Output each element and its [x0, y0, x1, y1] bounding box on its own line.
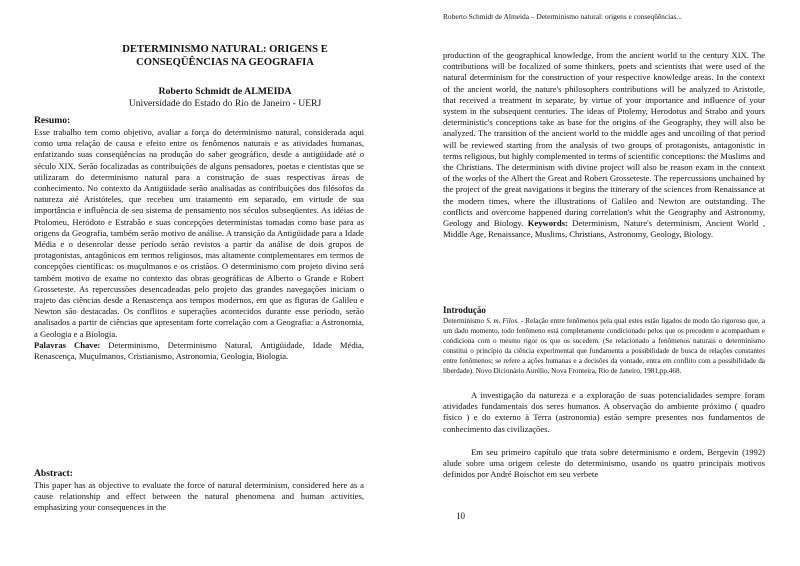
- page-number: 10: [456, 511, 465, 521]
- palavras-chave-label: Palavras Chave:: [34, 339, 101, 350]
- abstract-continued: [443, 50, 765, 240]
- keywords-text: Determinism, Nature's determinism, Ancient World , Middle Age, Renaissance, Muslims, Christians, Astronomy, Geology, Biology.: [443, 218, 765, 240]
- definition-term: Determinismo: [443, 317, 487, 325]
- author-affiliation: Universidade do Estado do Rio de Janeiro - UERJ: [128, 98, 322, 109]
- right-page: [400, 0, 800, 566]
- palavras-chave-text: Determinismo, Determinismo Natural, Antigüidade, Idade Média, Renascença, Muçulmanos, Cristianismo, Astronomia, Geologia, Biologia.: [34, 339, 364, 362]
- resumo-heading: Resumo:: [34, 115, 71, 126]
- author-name: Roberto Schmidt de ALMEIDA: [158, 86, 292, 97]
- resumo-text: [34, 127, 364, 362]
- abstract-heading: Abstract:: [34, 468, 73, 479]
- resumo-body: Esse trabalho tem como objetivo, avaliar a força do determinismo natural, considerada aqui como uma relação de causa e efeito entre os fenômenos naturais e as atividades humanas, enfatizando suas conseqüências na produção do saber geográfico, desde a antigüidade até o século XIX. Serão focalizadas as contribuições de alguns pensadores, poetas e cientistas que se utilizaram do determinismo natural para a construção de suas respectivas áreas de conhecimento. No contexto da Antigüidade serão analisadas as contribuições dos filósofos da natureza até Aristóteles, que recebeu um tratamento em separado, em virtude de sua importância e influência de seu sistema de pensamento nos séculos subseqüentes. As idéias de Ptolomeu, Heródoto e Estrabão e suas concepções deterministas tomadas como base para as origens da Geografia, também serão motivo de análise. A transição da Antigüidade para a Idade Média e o desenrolar desse período serão revistos a partir da análise de dois grupos de protagonistas, antagônicos em termos religiosos, mas altamente complementares em termos de concepções científicas: os muçulmanos e os cristãos. O determinismo com projeto divino será também motivo de exame no contexto das obras geográficas de Alberto o Grande e Robert Grosseteste. As repercussões desencadeadas pelo projeto das grandes navegações iniciam o trajeto das ciências desde a Renascença aos tempos modernos, em que as figuras de Galileu e Newton são destacadas. Os conflitos e superações acontecidos durante esse período, serão analisados a partir de ciências que apresentam forte correlação com a Geografia: a Astronomia, a Geologia e a Biologia.: [34, 127, 364, 339]
- definition-text: - Relação entre fenômenos pela qual estes estão ligados de modo tão rigoroso que, a um dado momento, todo fenômeno está completamente condicionado pelos que os precedem e acompanham e condiciona com o mesmo rigor os que os sucedem. (Se relacionado a fenômenos naturais o determinismo constitui o princípio da ciência experimental que fundamenta a possibilidade de busca de relações constantes entre fenômenos; se refere a ações humanas e a decisões da vontade, entra em conflito com a possibilidade da liberdade). Novo Dicionário Aurélio, Nova Fronteira, Rio de Janeiro, 1981,pp.468.: [443, 317, 766, 376]
- keywords-label: Keywords:: [527, 218, 568, 229]
- paper-title: DETERMINISMO NATURAL: ORIGENS E CONSEQÜÊNCIAS NA GEOGRAFIA: [122, 44, 328, 68]
- definition-block: [443, 316, 765, 377]
- intro-paragraph-1: A investigação da natureza e a exploração de suas potencialidades sempre foram atividades fundamentais dos seres humanos. A observação do ambiente próximo ( quadro físico ) e do externo à Terra (astronomia) estão sempre presentes nos fundamentos de conhecimento das civilizações.: [443, 390, 765, 434]
- introducao-heading: Introdução: [443, 305, 486, 315]
- paper-title-block: [94, 43, 356, 69]
- abstract-text: This paper has as objective to evaluate the force of natural determinism, considered here as a cause relationship and effect between the natural phenomena and human activities, emphasizing your consequences in the: [34, 480, 364, 513]
- abstract-continued-body: production of the geographical knowledge, from the ancient world to the century XIX. The contributions will be focalized of some thinkers, poets and scientists that were used of the natural determinism for the construction of your respective knowledge areas. In the context of the ancient world, the nature's philosophers contributions will be analyzed to Aristotle, that received a treatment in separate, by virtue of your importance and influence of your system in the subsequent centuries. The ideas of Ptolemy, Herodotus and Strabo and yours deterministic's conceptions take as base for the origins of the Geography, they will also be analyzed. The transition of the ancient world to the middle ages and uncoiling of that period will be reviewed starting from the analysis of two groups of protagonists, antagonistic in terms religious, but highly complemented in terms of scientific conceptions: the Muslims and the Christians. The determinism with divine project will also be reason exam in the context of the works of the Albert the Great and Robert Grosseteste. The repercussions unchained by the project of the great navigations it begins the itinerary of the sciences from Renaissance at the modern times, where the illustrations of Galileo and Newton are outstanding. The conflicts and overcome happened during correlation's whit the Geography and Astronomy, Geology and Biology.: [443, 50, 765, 229]
- intro-paragraph-2: Em seu primeiro capítulo que trata sobre determinismo e ordem, Bergevin (1992) alude sobre uma origem celeste do determinismo, usando os quatro principais motivos definidos por André Boischot em seu verbete: [443, 447, 765, 480]
- definition-abbr: S. m. Filos.: [486, 317, 519, 325]
- running-header: Roberto Schmidt de Almeida – Determinismo natural: origens e conseqüências...: [443, 12, 682, 21]
